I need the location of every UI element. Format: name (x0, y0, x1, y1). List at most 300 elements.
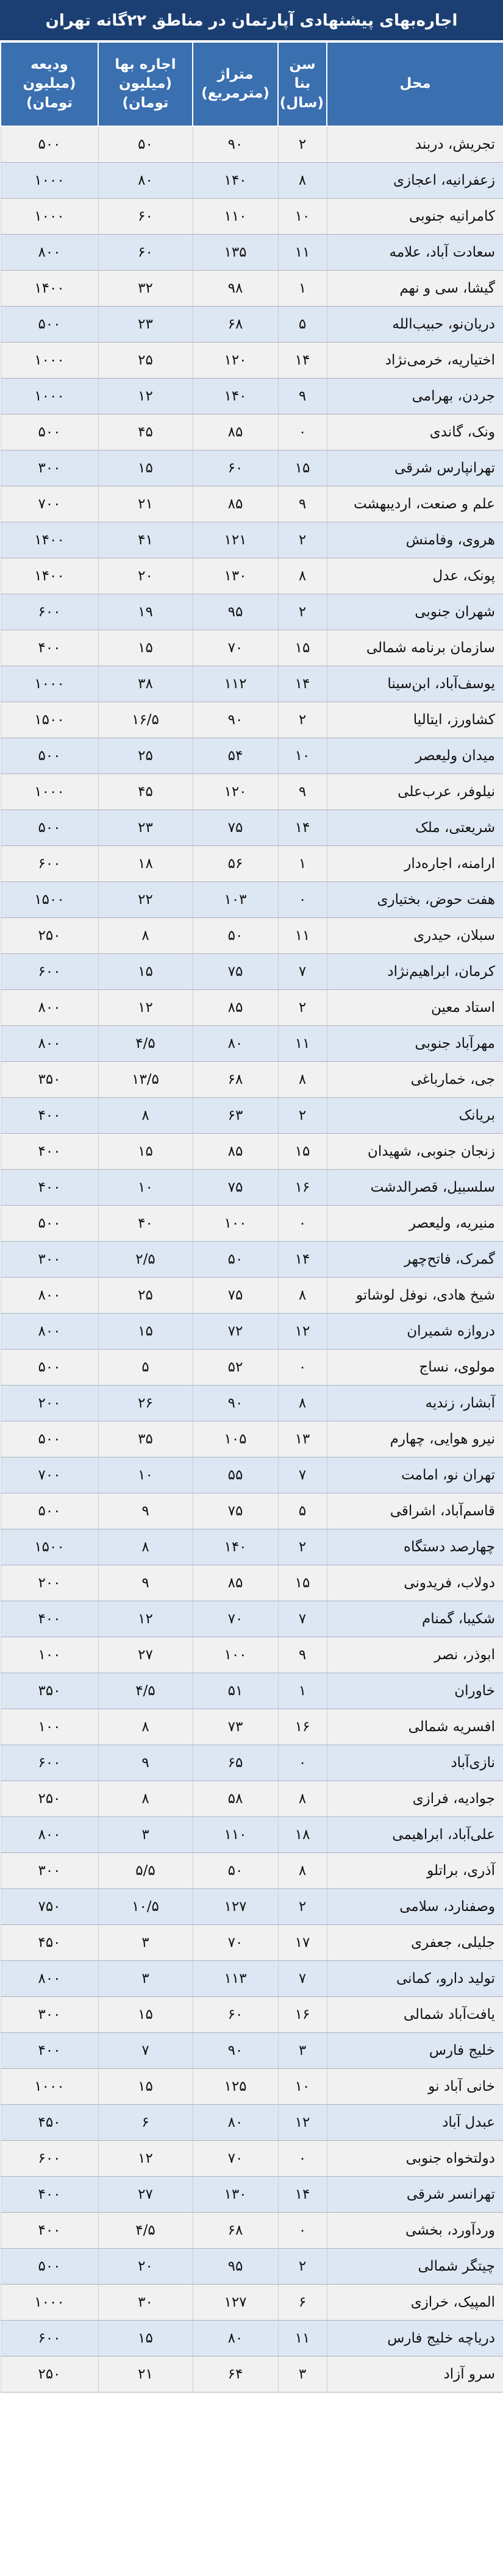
cell-deposit: ۴۰۰ (1, 2213, 98, 2249)
cell-size: ۸۵ (193, 415, 278, 450)
cell-area: میدان ولیعصر (327, 738, 503, 774)
header-size: متراژ (مترمربع) (193, 42, 278, 126)
cell-size: ۷۵ (193, 954, 278, 990)
cell-deposit: ۴۰۰ (1, 2033, 98, 2069)
cell-area: جلیلی، جعفری (327, 1925, 503, 1961)
cell-age: ۱ (278, 271, 327, 307)
cell-deposit: ۱۰۰۰ (1, 666, 98, 702)
cell-age: ۲ (278, 126, 327, 163)
cell-rent: ۴/۵ (98, 1026, 193, 1062)
cell-rent: ۱۵ (98, 954, 193, 990)
table-header-row (1, 42, 503, 126)
cell-rent: ۲/۵ (98, 1242, 193, 1278)
cell-area: منیریه، ولیعصر (327, 1206, 503, 1242)
cell-deposit: ۲۰۰ (1, 1386, 98, 1421)
cell-rent: ۱۲ (98, 990, 193, 1026)
cell-rent: ۱۵ (98, 1997, 193, 2033)
cell-age: ۰ (278, 415, 327, 450)
cell-area: دریاچه خلیج فارس (327, 2321, 503, 2357)
cell-age: ۰ (278, 1745, 327, 1781)
cell-rent: ۱۵ (98, 450, 193, 486)
cell-age: ۱۲ (278, 2105, 327, 2141)
cell-deposit: ۲۵۰ (1, 2357, 98, 2393)
table-row (1, 1350, 503, 1386)
cell-rent: ۶۰ (98, 235, 193, 271)
table-row (1, 126, 503, 163)
cell-rent: ۶۰ (98, 199, 193, 235)
cell-rent: ۲۲ (98, 882, 193, 918)
table-row (1, 1170, 503, 1206)
cell-area: گمرک، فاتح‌چهر (327, 1242, 503, 1278)
cell-size: ۶۵ (193, 1745, 278, 1781)
cell-age: ۱۵ (278, 630, 327, 666)
rent-table (0, 41, 503, 2393)
cell-size: ۹۰ (193, 702, 278, 738)
cell-age: ۸ (278, 1278, 327, 1314)
cell-deposit: ۱۴۰۰ (1, 271, 98, 307)
cell-size: ۱۴۰ (193, 1529, 278, 1565)
cell-age: ۱۴ (278, 1242, 327, 1278)
cell-area: دولتخواه جنوبی (327, 2141, 503, 2177)
cell-rent: ۴/۵ (98, 2213, 193, 2249)
cell-size: ۵۰ (193, 918, 278, 954)
cell-rent: ۱۵ (98, 1314, 193, 1350)
cell-age: ۲ (278, 594, 327, 630)
cell-size: ۹۵ (193, 2249, 278, 2285)
cell-size: ۱۰۵ (193, 1421, 278, 1457)
cell-rent: ۵۰ (98, 126, 193, 163)
cell-rent: ۳۵ (98, 1421, 193, 1457)
cell-age: ۲ (278, 522, 327, 558)
cell-age: ۲ (278, 1098, 327, 1134)
cell-age: ۰ (278, 1350, 327, 1386)
cell-rent: ۴۵ (98, 774, 193, 810)
table-row (1, 1386, 503, 1421)
table-row (1, 1565, 503, 1601)
cell-age: ۱۰ (278, 199, 327, 235)
table-row (1, 1529, 503, 1565)
cell-age: ۱۱ (278, 918, 327, 954)
cell-rent: ۴۱ (98, 522, 193, 558)
cell-rent: ۱۸ (98, 846, 193, 882)
cell-age: ۱۱ (278, 1026, 327, 1062)
table-row (1, 2357, 503, 2393)
table-row (1, 271, 503, 307)
cell-size: ۹۰ (193, 2033, 278, 2069)
cell-rent: ۹ (98, 1493, 193, 1529)
cell-rent: ۳۲ (98, 271, 193, 307)
cell-age: ۶ (278, 2285, 327, 2321)
cell-area: چهارصد دستگاه (327, 1529, 503, 1565)
table-row (1, 1961, 503, 1997)
cell-size: ۱۱۲ (193, 666, 278, 702)
cell-area: ونک، گاندی (327, 415, 503, 450)
cell-area: المپیک، خرازی (327, 2285, 503, 2321)
cell-rent: ۱۰ (98, 1170, 193, 1206)
cell-area: یافت‌آباد شمالی (327, 1997, 503, 2033)
cell-area: شهران جنوبی (327, 594, 503, 630)
cell-age: ۱۴ (278, 2177, 327, 2213)
cell-age: ۱۲ (278, 1314, 327, 1350)
cell-size: ۹۸ (193, 271, 278, 307)
cell-rent: ۲۶ (98, 1386, 193, 1421)
cell-deposit: ۸۰۰ (1, 1026, 98, 1062)
cell-area: قاسم‌آباد، اشراقی (327, 1493, 503, 1529)
cell-area: دریان‌نو، حبیب‌الله (327, 307, 503, 343)
cell-age: ۵ (278, 307, 327, 343)
cell-deposit: ۶۰۰ (1, 1745, 98, 1781)
cell-deposit: ۱۰۰۰ (1, 163, 98, 199)
cell-area: سلسبیل، قصرالدشت (327, 1170, 503, 1206)
cell-age: ۱ (278, 1673, 327, 1709)
cell-area: کامرانیه جنوبی (327, 199, 503, 235)
cell-area: تهران نو، امامت (327, 1457, 503, 1493)
cell-age: ۱۵ (278, 1134, 327, 1170)
cell-rent: ۵/۵ (98, 1853, 193, 1889)
cell-area: وردآورد، بخشی (327, 2213, 503, 2249)
table-row (1, 2177, 503, 2213)
cell-deposit: ۱۵۰۰ (1, 882, 98, 918)
cell-age: ۷ (278, 1457, 327, 1493)
cell-area: نیرو هوایی، چهارم (327, 1421, 503, 1457)
cell-rent: ۲۵ (98, 343, 193, 379)
cell-rent: ۱۰ (98, 1457, 193, 1493)
cell-area: زنجان جنوبی، شهیدان (327, 1134, 503, 1170)
table-row (1, 1134, 503, 1170)
cell-size: ۶۸ (193, 1062, 278, 1098)
cell-area: بریانک (327, 1098, 503, 1134)
table-row (1, 2249, 503, 2285)
table-row (1, 1421, 503, 1457)
cell-size: ۹۰ (193, 1386, 278, 1421)
cell-area: کشاورز، ایتالیا (327, 702, 503, 738)
table-row (1, 343, 503, 379)
cell-rent: ۸۰ (98, 163, 193, 199)
cell-deposit: ۴۰۰ (1, 1170, 98, 1206)
table-row (1, 990, 503, 1026)
cell-area: دروازه شمیران (327, 1314, 503, 1350)
cell-size: ۵۴ (193, 738, 278, 774)
cell-rent: ۲۵ (98, 738, 193, 774)
cell-size: ۸۵ (193, 1565, 278, 1601)
cell-area: نازی‌آباد (327, 1745, 503, 1781)
cell-size: ۶۴ (193, 2357, 278, 2393)
table-row (1, 630, 503, 666)
table-row (1, 918, 503, 954)
cell-area: آبشار، زندیه (327, 1386, 503, 1421)
cell-deposit: ۱۵۰۰ (1, 702, 98, 738)
cell-size: ۱۱۰ (193, 1817, 278, 1853)
cell-deposit: ۵۰۰ (1, 1206, 98, 1242)
cell-deposit: ۱۰۰۰ (1, 2285, 98, 2321)
table-row (1, 2033, 503, 2069)
table-row (1, 1457, 503, 1493)
cell-rent: ۳ (98, 1925, 193, 1961)
table-row (1, 594, 503, 630)
cell-age: ۱۴ (278, 343, 327, 379)
cell-area: زعفرانیه، اعجازی (327, 163, 503, 199)
cell-rent: ۹ (98, 1745, 193, 1781)
cell-age: ۸ (278, 1386, 327, 1421)
cell-area: ارامنه، اجاره‌دار (327, 846, 503, 882)
cell-deposit: ۸۰۰ (1, 1961, 98, 1997)
cell-deposit: ۳۵۰ (1, 1673, 98, 1709)
cell-rent: ۲۳ (98, 810, 193, 846)
cell-size: ۱۲۵ (193, 2069, 278, 2105)
table-row (1, 1314, 503, 1350)
cell-size: ۱۳۰ (193, 2177, 278, 2213)
cell-deposit: ۲۵۰ (1, 918, 98, 954)
cell-age: ۲ (278, 2249, 327, 2285)
cell-area: جردن، بهرامی (327, 379, 503, 415)
cell-size: ۷۵ (193, 810, 278, 846)
cell-area: مهرآباد جنوبی (327, 1026, 503, 1062)
cell-rent: ۱۵ (98, 2069, 193, 2105)
cell-size: ۵۸ (193, 1781, 278, 1817)
cell-size: ۸۰ (193, 1026, 278, 1062)
cell-deposit: ۵۰۰ (1, 126, 98, 163)
cell-deposit: ۱۰۰۰ (1, 343, 98, 379)
cell-rent: ۱۶/۵ (98, 702, 193, 738)
cell-size: ۱۲۷ (193, 2285, 278, 2321)
table-row (1, 415, 503, 450)
table-row (1, 486, 503, 522)
cell-deposit: ۸۰۰ (1, 990, 98, 1026)
cell-deposit: ۵۰۰ (1, 1493, 98, 1529)
cell-rent: ۲۰ (98, 2249, 193, 2285)
cell-size: ۱۱۳ (193, 1961, 278, 1997)
cell-deposit: ۱۰۰۰ (1, 774, 98, 810)
table-body (1, 126, 503, 2393)
cell-deposit: ۳۰۰ (1, 450, 98, 486)
cell-area: کرمان، ابراهیم‌نژاد (327, 954, 503, 990)
cell-area: مولوی، نساج (327, 1350, 503, 1386)
cell-age: ۸ (278, 1781, 327, 1817)
cell-rent: ۳۰ (98, 2285, 193, 2321)
cell-size: ۸۵ (193, 1134, 278, 1170)
cell-deposit: ۴۵۰ (1, 1925, 98, 1961)
cell-rent: ۲۷ (98, 1637, 193, 1673)
cell-area: سازمان برنامه شمالی (327, 630, 503, 666)
cell-deposit: ۸۰۰ (1, 1817, 98, 1853)
table-row (1, 666, 503, 702)
cell-area: سبلان، حیدری (327, 918, 503, 954)
cell-age: ۱۵ (278, 1565, 327, 1601)
cell-rent: ۲۰ (98, 558, 193, 594)
table-row (1, 199, 503, 235)
cell-deposit: ۷۰۰ (1, 1457, 98, 1493)
cell-deposit: ۷۰۰ (1, 486, 98, 522)
cell-area: شریعتی، ملک (327, 810, 503, 846)
cell-rent: ۱۵ (98, 2321, 193, 2357)
cell-rent: ۱۵ (98, 1134, 193, 1170)
cell-age: ۱۰ (278, 2069, 327, 2105)
table-row (1, 2285, 503, 2321)
cell-deposit: ۲۰۰ (1, 1565, 98, 1601)
cell-size: ۱۴۰ (193, 163, 278, 199)
cell-deposit: ۱۴۰۰ (1, 522, 98, 558)
cell-deposit: ۵۰۰ (1, 307, 98, 343)
page-title: اجاره‌بهای پیشنهادی آپارتمان در مناطق ۲۲گانه تهران (0, 0, 503, 41)
cell-rent: ۶ (98, 2105, 193, 2141)
cell-deposit: ۶۰۰ (1, 954, 98, 990)
cell-deposit: ۵۰۰ (1, 2249, 98, 2285)
cell-area: اختیاریه، خرمی‌نژاد (327, 343, 503, 379)
table-row (1, 1853, 503, 1889)
cell-size: ۱۲۱ (193, 522, 278, 558)
header-area: محل (327, 42, 503, 126)
cell-area: استاد معین (327, 990, 503, 1026)
table-row (1, 379, 503, 415)
table-row (1, 1781, 503, 1817)
cell-deposit: ۴۰۰ (1, 1098, 98, 1134)
cell-age: ۱۳ (278, 1421, 327, 1457)
table-row (1, 450, 503, 486)
cell-size: ۱۰۰ (193, 1206, 278, 1242)
cell-size: ۶۰ (193, 450, 278, 486)
cell-size: ۱۳۵ (193, 235, 278, 271)
cell-rent: ۸ (98, 1709, 193, 1745)
cell-rent: ۲۱ (98, 486, 193, 522)
cell-age: ۰ (278, 882, 327, 918)
cell-size: ۷۰ (193, 1925, 278, 1961)
cell-age: ۳ (278, 2033, 327, 2069)
table-row (1, 558, 503, 594)
cell-deposit: ۳۰۰ (1, 1242, 98, 1278)
cell-area: یوسف‌آباد، ابن‌سینا (327, 666, 503, 702)
cell-age: ۲ (278, 1529, 327, 1565)
cell-rent: ۲۳ (98, 307, 193, 343)
cell-rent: ۱۹ (98, 594, 193, 630)
cell-age: ۳ (278, 2357, 327, 2393)
cell-deposit: ۴۰۰ (1, 1134, 98, 1170)
cell-deposit: ۳۰۰ (1, 1853, 98, 1889)
cell-area: علی‌آباد، ابراهیمی (327, 1817, 503, 1853)
cell-size: ۷۳ (193, 1709, 278, 1745)
cell-deposit: ۶۰۰ (1, 2141, 98, 2177)
table-row (1, 1817, 503, 1853)
cell-deposit: ۵۰۰ (1, 810, 98, 846)
cell-age: ۸ (278, 558, 327, 594)
cell-area: ابوذر، نصر (327, 1637, 503, 1673)
cell-deposit: ۵۰۰ (1, 1421, 98, 1457)
cell-age: ۷ (278, 954, 327, 990)
cell-rent: ۱۲ (98, 1601, 193, 1637)
cell-deposit: ۸۰۰ (1, 235, 98, 271)
cell-deposit: ۱۰۰۰ (1, 2069, 98, 2105)
cell-area: خانی آباد نو (327, 2069, 503, 2105)
table-row (1, 774, 503, 810)
cell-age: ۱۴ (278, 666, 327, 702)
cell-area: تجریش، دربند (327, 126, 503, 163)
cell-size: ۹۰ (193, 126, 278, 163)
cell-deposit: ۴۰۰ (1, 2177, 98, 2213)
table-row (1, 1889, 503, 1925)
cell-size: ۸۵ (193, 990, 278, 1026)
cell-size: ۱۲۰ (193, 343, 278, 379)
cell-age: ۲ (278, 990, 327, 1026)
cell-deposit: ۵۰۰ (1, 738, 98, 774)
table-row (1, 846, 503, 882)
cell-size: ۱۴۰ (193, 379, 278, 415)
cell-deposit: ۷۵۰ (1, 1889, 98, 1925)
table-row (1, 1709, 503, 1745)
cell-rent: ۲۷ (98, 2177, 193, 2213)
cell-age: ۱۷ (278, 1925, 327, 1961)
cell-size: ۵۱ (193, 1673, 278, 1709)
cell-age: ۱۶ (278, 1997, 327, 2033)
table-row (1, 1242, 503, 1278)
cell-area: افسریه شمالی (327, 1709, 503, 1745)
table-row (1, 522, 503, 558)
cell-rent: ۱۲ (98, 2141, 193, 2177)
cell-size: ۷۰ (193, 1601, 278, 1637)
cell-size: ۵۰ (193, 1853, 278, 1889)
cell-size: ۵۰ (193, 1242, 278, 1278)
cell-area: هفت حوض، بختیاری (327, 882, 503, 918)
cell-area: دولاب، فریدونی (327, 1565, 503, 1601)
table-row (1, 1062, 503, 1098)
table-row (1, 2141, 503, 2177)
cell-rent: ۱۵ (98, 630, 193, 666)
table-row (1, 1493, 503, 1529)
cell-area: گیشا، سی و نهم (327, 271, 503, 307)
cell-deposit: ۳۵۰ (1, 1062, 98, 1098)
table-row (1, 954, 503, 990)
cell-area: عبدل آباد (327, 2105, 503, 2141)
cell-area: جوادیه، فرازی (327, 1781, 503, 1817)
table-row (1, 307, 503, 343)
cell-rent: ۸ (98, 1098, 193, 1134)
table-row (1, 810, 503, 846)
cell-rent: ۱۳/۵ (98, 1062, 193, 1098)
cell-deposit: ۴۵۰ (1, 2105, 98, 2141)
cell-age: ۲ (278, 702, 327, 738)
cell-deposit: ۳۰۰ (1, 1997, 98, 2033)
cell-age: ۱۱ (278, 235, 327, 271)
cell-rent: ۸ (98, 918, 193, 954)
cell-age: ۰ (278, 2141, 327, 2177)
cell-rent: ۱۰/۵ (98, 1889, 193, 1925)
cell-deposit: ۱۰۰۰ (1, 379, 98, 415)
cell-age: ۱۱ (278, 2321, 327, 2357)
cell-size: ۸۰ (193, 2105, 278, 2141)
cell-deposit: ۲۵۰ (1, 1781, 98, 1817)
cell-area: شیخ هادی، نوفل لوشاتو (327, 1278, 503, 1314)
cell-age: ۹ (278, 774, 327, 810)
cell-size: ۷۰ (193, 630, 278, 666)
cell-rent: ۴/۵ (98, 1673, 193, 1709)
cell-area: تهرانسر شرقی (327, 2177, 503, 2213)
cell-area: وصفنارد، سلامی (327, 1889, 503, 1925)
cell-age: ۰ (278, 2213, 327, 2249)
cell-size: ۹۵ (193, 594, 278, 630)
table-row (1, 1601, 503, 1637)
table-row (1, 2321, 503, 2357)
cell-area: آذری، براتلو (327, 1853, 503, 1889)
cell-area: سعادت آباد، علامه (327, 235, 503, 271)
table-row (1, 1206, 503, 1242)
cell-age: ۱۴ (278, 810, 327, 846)
header-rent: اجاره بها (میلیون تومان) (98, 42, 193, 126)
table-row (1, 1026, 503, 1062)
cell-area: تهرانپارس شرقی (327, 450, 503, 486)
cell-age: ۸ (278, 1062, 327, 1098)
table-row (1, 1997, 503, 2033)
cell-age: ۰ (278, 1206, 327, 1242)
cell-area: جی، خمارباغی (327, 1062, 503, 1098)
cell-size: ۷۵ (193, 1170, 278, 1206)
